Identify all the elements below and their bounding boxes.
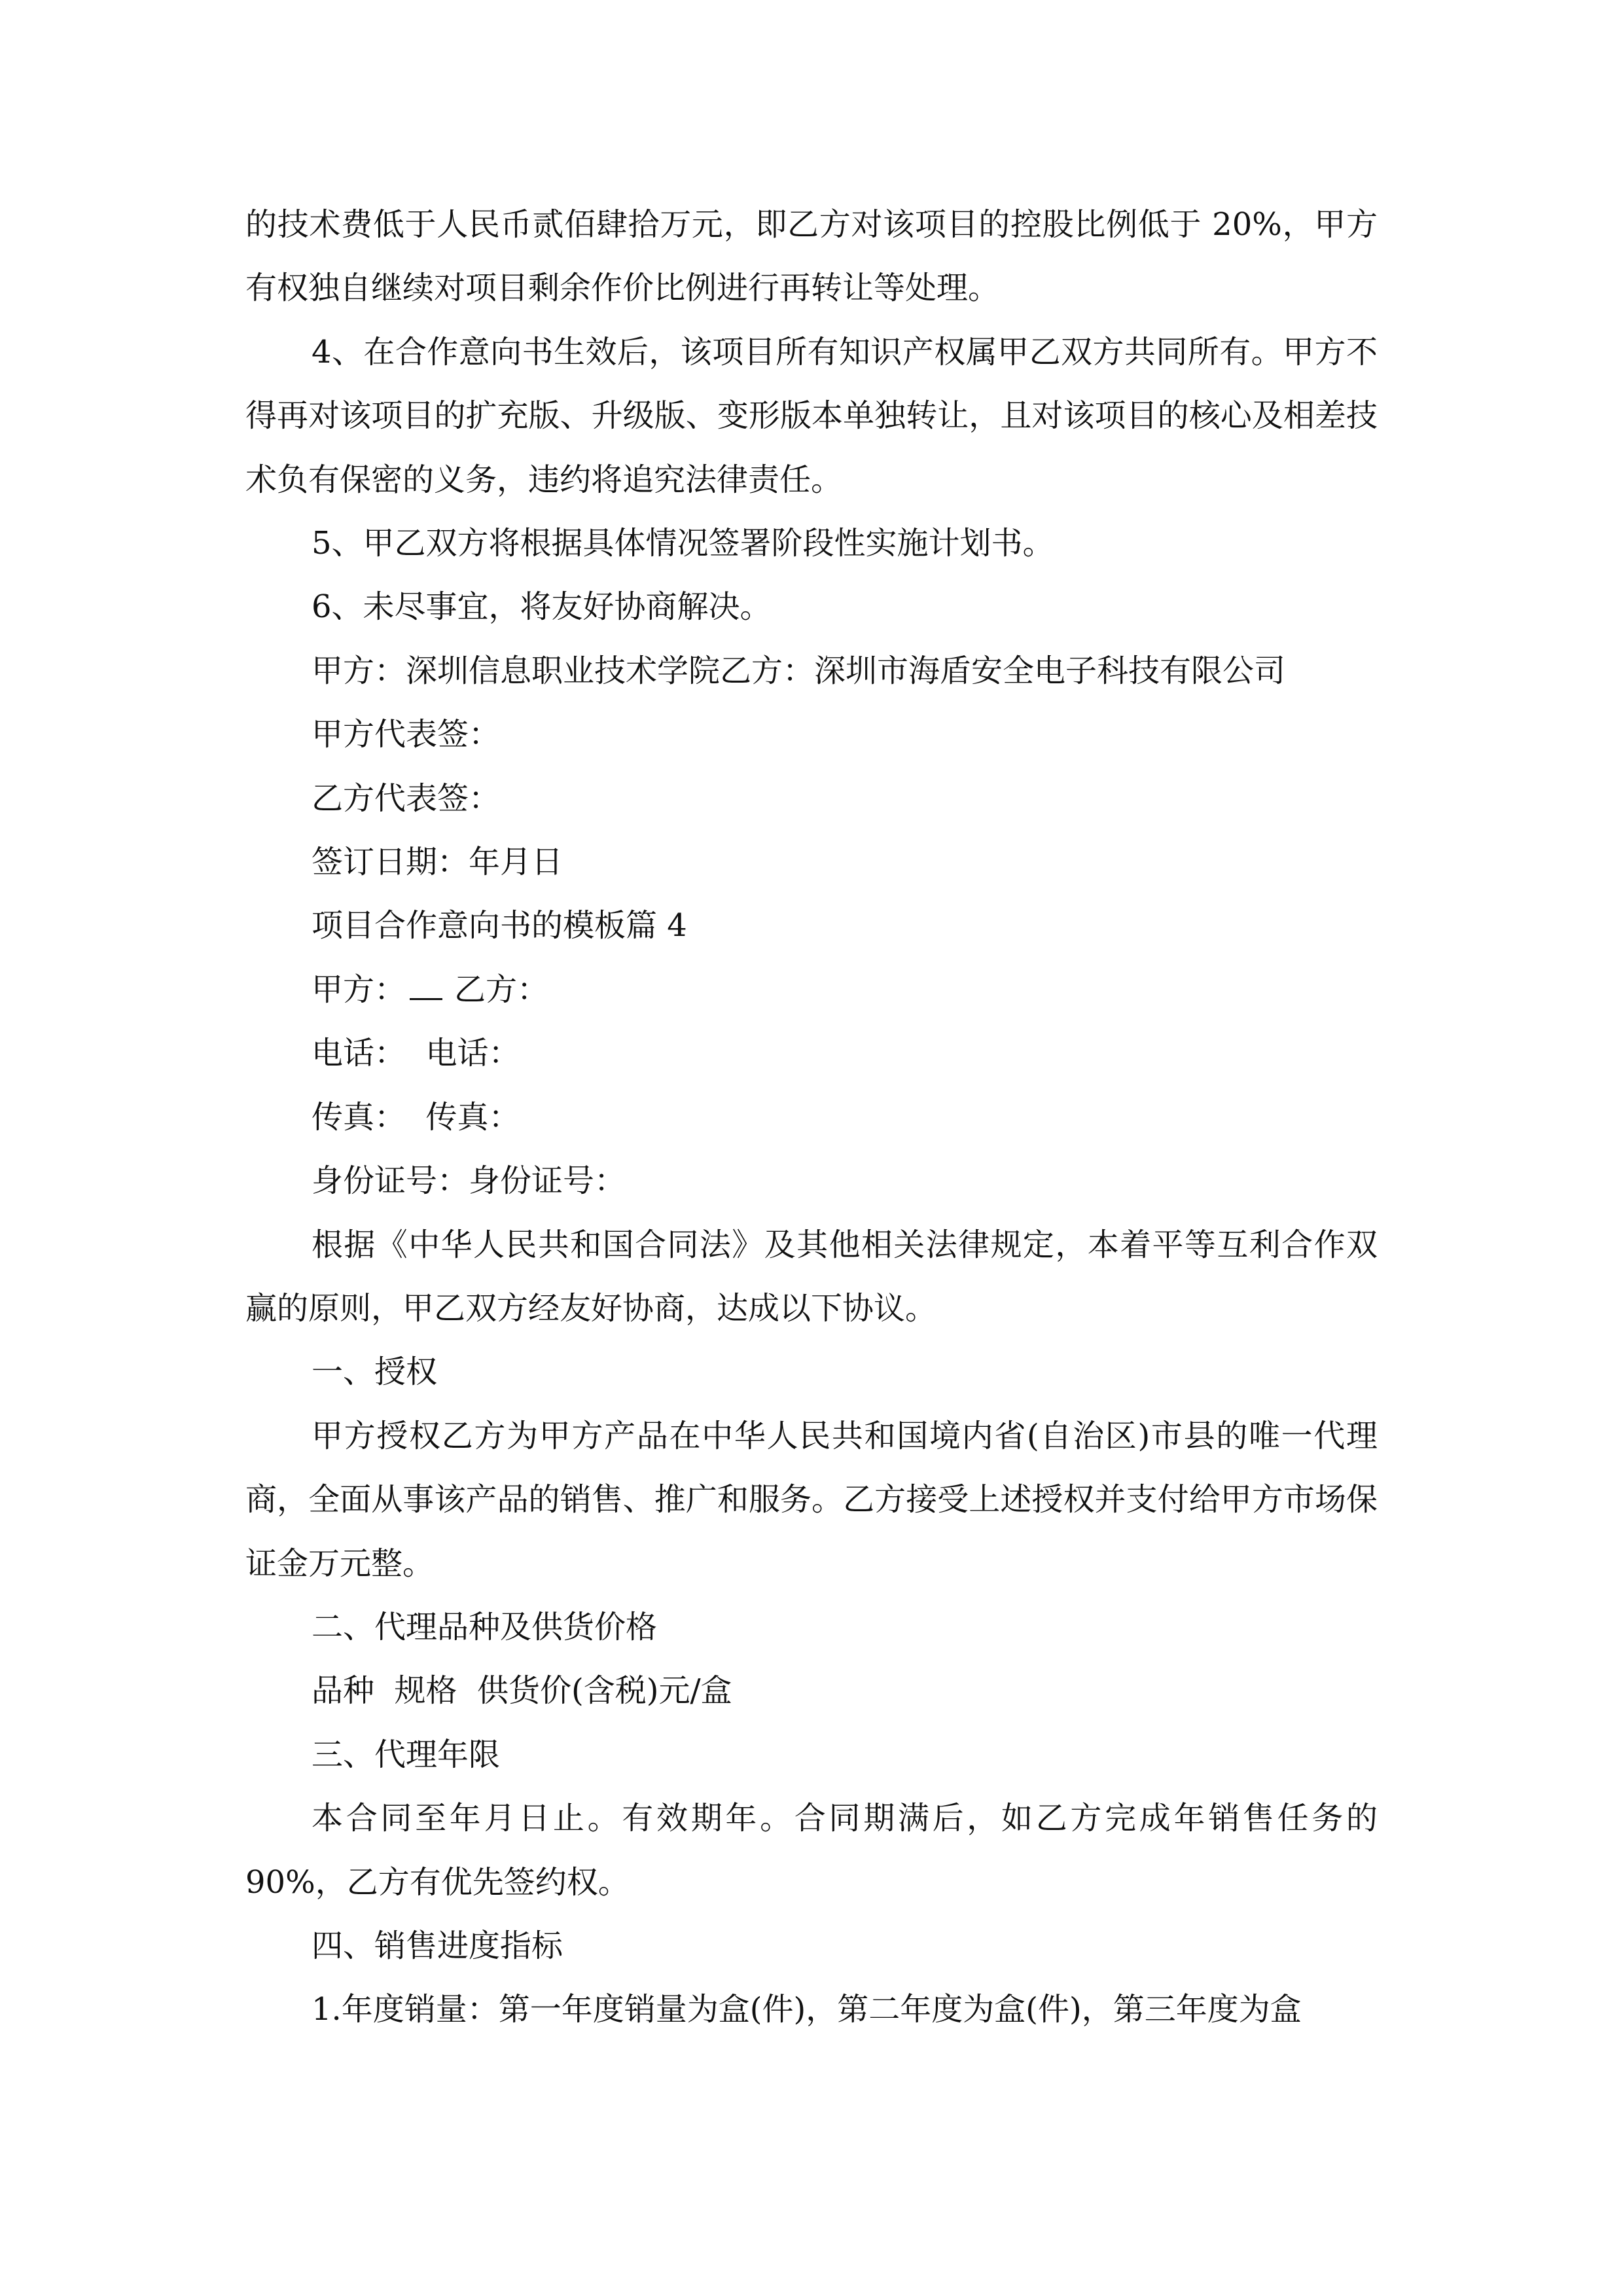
party-b-label: 乙方： xyxy=(454,971,549,1008)
parties-blank-line xyxy=(245,958,1378,1022)
paragraph-technical-fee: 的技术费低于人民币贰佰肆拾万元，即乙方对该项目的控股比例低于 20%，甲方有权独自继续对项目剩余作价比例进行再转让等处理。 xyxy=(245,206,1378,307)
party-a-blank-field xyxy=(410,975,442,1000)
id-number-line: 身份证号：身份证号： xyxy=(312,1162,626,1200)
heading-agency-term: 三、代理年限 xyxy=(312,1736,501,1773)
document-page xyxy=(245,193,1378,2042)
fax-line: 传真： 传真： xyxy=(312,1098,520,1136)
heading-sales-targets: 四、销售进度指标 xyxy=(312,1927,563,1964)
clause-4-ip-ownership: 4、在合作意向书生效后，该项目所有知识产权属甲乙双方共同所有。甲方不得再对该项目的扩充版、升级版、变形版本单独转让，且对该项目的核心及相差技术负有保密的义务，违约将追究法律责任。 xyxy=(245,333,1378,498)
heading-authorization: 一、授权 xyxy=(312,1354,438,1391)
template-section-title: 项目合作意向书的模板篇 4 xyxy=(312,907,687,944)
party-a-label: 甲方： xyxy=(312,971,406,1008)
product-table-header: 品种 规格 供货价(含税)元/盒 xyxy=(312,1672,732,1710)
authorization-paragraph: 甲方授权乙方为甲方产品在中华人民共和国境内省(自治区)市县的唯一代理商，全面从事该产品的销售、推广和服务。乙方接受上述授权并支付给甲方市场保证金万元整。 xyxy=(245,1417,1378,1582)
parties-line: 甲方：深圳信息职业技术学院乙方：深圳市海盾安全电子科技有限公司 xyxy=(312,652,1286,689)
heading-products-and-prices: 二、代理品种及供货价格 xyxy=(312,1608,658,1645)
phone-line: 电话： 电话： xyxy=(312,1035,520,1072)
clause-5-implementation-plan: 5、甲乙双方将根据具体情况签署阶段性实施计划书。 xyxy=(312,525,1054,562)
legal-basis-paragraph: 根据《中华人民共和国合同法》及其他相关法律规定，本着平等互利合作双赢的原则，甲乙双方经友好协商，达成以下协议。 xyxy=(245,1226,1378,1327)
party-a-signature-label: 甲方代表签： xyxy=(312,716,501,753)
agency-term-paragraph: 本合同至年月日止。有效期年。合同期满后，如乙方完成年销售任务的 90%，乙方有优先签约权。 xyxy=(245,1800,1378,1901)
annual-sales-paragraph: 1.年度销量：第一年度销量为盒(件)，第二年度为盒(件)，第三年度为盒 xyxy=(312,1991,1302,2028)
signing-date-label: 签订日期：年月日 xyxy=(312,844,563,881)
party-b-signature-label: 乙方代表签： xyxy=(312,780,501,817)
clause-6-unresolved-matters: 6、未尽事宜，将友好协商解决。 xyxy=(312,588,772,626)
